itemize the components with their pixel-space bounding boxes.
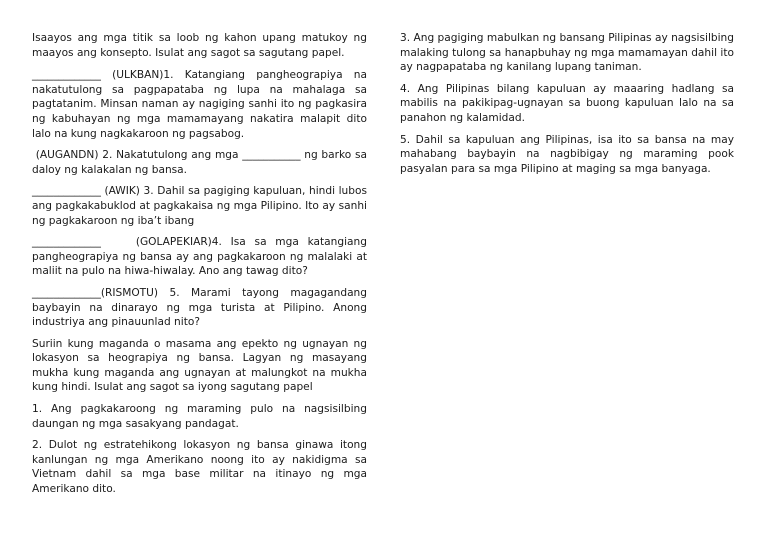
unscramble-item-5: _____________(RISMOTU) 5. Marami tayong magagandang baybayin na dinarayo ng mga turista at Pilipino. Anong industriya ang pinauunlad nito? — [32, 286, 371, 329]
instructions-unscramble: Isaayos ang mga titik sa loob ng kahon upang matukoy ng maayos ang konsepto. Isulat ang sagot sa sagutang papel. — [32, 32, 371, 59]
statement-5: 5. Dahil sa kapuluan ang Pilipinas, isa ito sa bansa na may mahabang baybayin na nagbibigay ng maraming pook pasyalan para sa mga Pilipino at maging sa mga banyaga. — [400, 133, 738, 175]
unscramble-item-2: (AUGANDN) 2. Nakatutulong ang mga ___________ ng barko sa daloy ng kalakalan ng bansa. — [32, 149, 371, 176]
unscramble-item-3: _____________ (AWIK) 3. Dahil sa pagiging kapuluan, hindi lubos ang pagkakabuklod at pagkakaisa ng mga Pilipino. Ito ay sanhi ng pagkakaroon ng iba’t ibang — [32, 185, 371, 227]
statement-2: 2. Dulot ng estratehikong lokasyon ng bansa ginawa itong kanlungan ng mga Amerikano noong ito ay nakidigma sa Vietnam dahil sa mga base militar na itinayo ng mga Amerikano dito. — [32, 439, 371, 496]
statement-1: 1. Ang pagkakaroong ng maraming pulo na nagsisilbing daungan ng mga sasakyang pandagat. — [32, 403, 371, 430]
right-column — [400, 31, 738, 183]
statement-4: 4. Ang Pilipinas bilang kapuluan ay maaaring hadlang sa mabilis na pakikipag-ugnayan sa buong kapuluan lalo na sa panahon ng kalamidad. — [400, 82, 738, 124]
unscramble-item-4: _____________ (GOLAPEKIAR)4. Isa sa mga katangiang pangheograpiya ng bansa ay ang pagkakaroon ng malalaki at maliit na pulo na hiwa-hiwalay. Ano ang tawag dito? — [32, 236, 371, 278]
left-column — [32, 31, 371, 504]
instructions-evaluate: Suriin kung maganda o masama ang epekto ng ugnayan ng lokasyon sa heograpiya ng bansa. Lagyan ng masayang mukha kung maganda ang ugnayan at malungkot na mukha kung hindi. Isulat ang sagot sa iyong sagutang papel — [32, 337, 371, 394]
statement-3: 3. Ang pagiging mabulkan ng bansang Pilipinas ay nagsisilbing malaking tulong sa hanapbuhay ng mga mamamayan dahil ito ay nagpapataba ng kanilang lupang taniman. — [400, 32, 738, 74]
unscramble-item-1: _____________ (ULKBAN)1. Katangiang pangheograpiya na nakatutulong sa pagpapataba ng lupa na mahalaga sa pagtatanim. Minsan naman ay nagiging sanhi ito ng pagkasira ng kabuhayan ng mga mamamayang nakatira malapit dito lalo na kung nagkakaroon ng pagsabog. — [32, 69, 371, 140]
